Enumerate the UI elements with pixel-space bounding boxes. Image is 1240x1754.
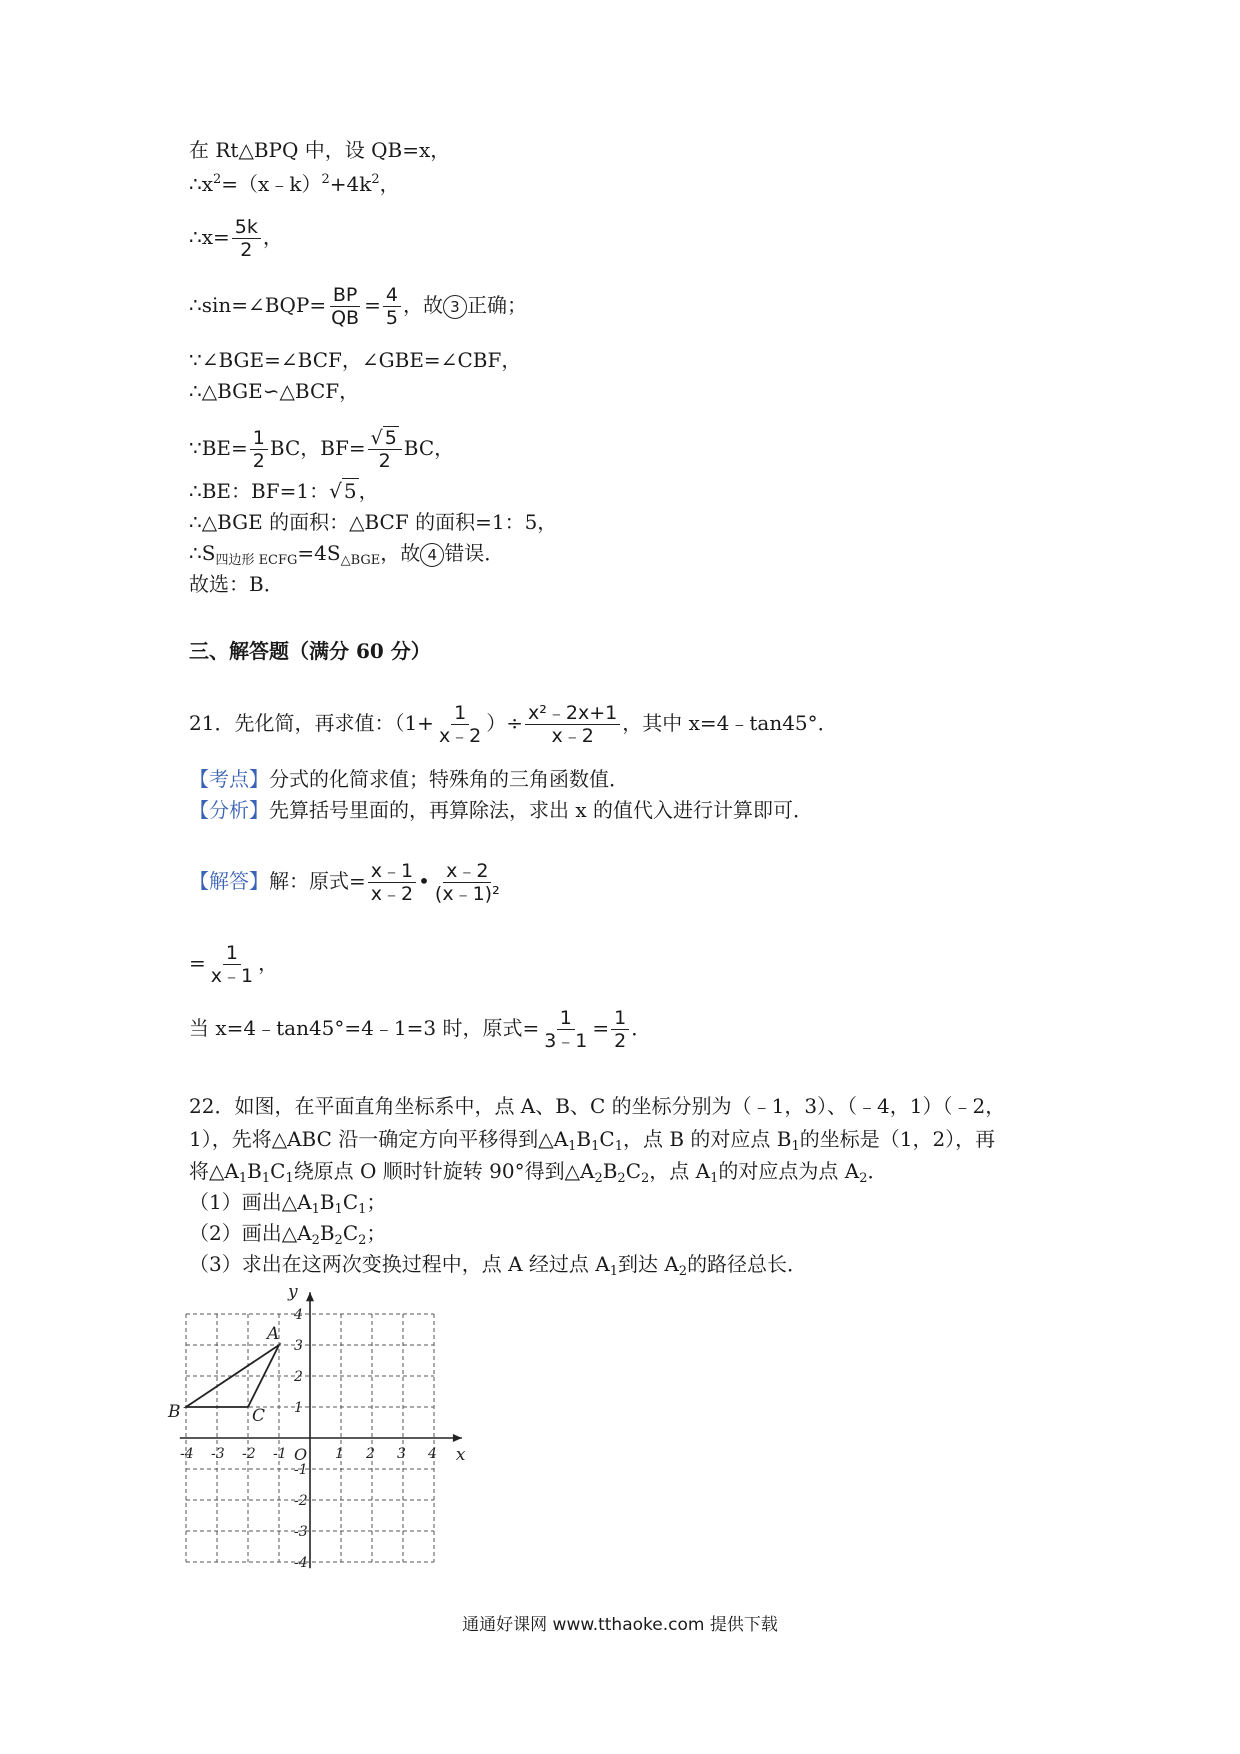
fraction <box>611 1007 629 1052</box>
t: ，故 <box>402 293 443 317</box>
x-tick-label: 4 <box>428 1446 437 1462</box>
t: ，点 B 的对应点 B <box>622 1127 792 1151</box>
t: BC，BF= <box>269 436 366 460</box>
t: 解：原式= <box>269 869 366 893</box>
sqrt-sign: √ <box>329 479 342 503</box>
x-tick-label: 1 <box>335 1446 344 1462</box>
grid-labels <box>167 1282 466 1571</box>
sub: 1 <box>568 1139 577 1154</box>
x-tick-label: -3 <box>211 1446 225 1462</box>
sub: 1 <box>791 1139 800 1154</box>
denominator: 3﹣1 <box>544 1030 588 1052</box>
numerator: 1 <box>250 427 268 450</box>
x-tick-label: -1 <box>273 1446 287 1462</box>
radicand: 5 <box>343 479 357 503</box>
y-axis-label: y <box>288 1281 298 1302</box>
t: B <box>602 1159 618 1183</box>
t: C <box>625 1159 642 1183</box>
sub: 2 <box>859 1171 868 1186</box>
t: ， <box>379 172 400 196</box>
sub: 2 <box>334 1233 343 1248</box>
numerator: 5k <box>232 216 261 239</box>
y-axis-arrow <box>306 1292 314 1301</box>
t: 的坐标是（1，2），再 <box>799 1127 996 1151</box>
sub: 1 <box>591 1139 600 1154</box>
t: B <box>319 1190 335 1214</box>
sub: 2 <box>617 1171 626 1186</box>
fraction <box>436 702 484 747</box>
q21-step2 <box>189 942 278 987</box>
denominator: x﹣2 <box>370 883 414 905</box>
denominator: (x﹣1)² <box>434 883 500 905</box>
t: ， <box>262 225 283 249</box>
tag-label: 【分析】 <box>189 798 269 822</box>
t: ； <box>366 1221 387 1245</box>
t: ∴sin=∠BQP= <box>189 293 327 317</box>
sub: 2 <box>594 1171 603 1186</box>
y-tick-label: -2 <box>294 1493 308 1509</box>
t: 1），先将△ABC 沿一确定方向平移得到△A <box>189 1127 569 1151</box>
sqrt-sign: √ <box>370 427 383 449</box>
t: B <box>247 1159 262 1183</box>
sub: 1 <box>311 1202 320 1217</box>
numerator <box>368 427 402 450</box>
fraction <box>368 427 402 472</box>
numerator: x﹣1 <box>368 860 416 883</box>
sub: 2 <box>311 1233 320 1248</box>
sub: 2 <box>358 1233 367 1248</box>
t: ，其中 x=4﹣tan45°． <box>622 711 838 735</box>
fraction <box>232 216 261 261</box>
sol-line-9: ∴△BGE 的面积：△BCF 的面积=1：5， <box>189 510 558 534</box>
point-label-a: A <box>267 1324 280 1344</box>
x-tick-label: -2 <box>242 1446 256 1462</box>
fraction <box>208 942 256 987</box>
t: C <box>270 1159 286 1183</box>
x-axis-label: x <box>455 1445 466 1465</box>
q22-part-3 <box>189 1251 807 1285</box>
q22-line-1: 22．如图，在平面直角坐标系中，点 A、B、C 的坐标分别为（﹣1，3）、（﹣4，1）（﹣2， <box>189 1094 1006 1118</box>
t: 到达 A <box>617 1252 679 1276</box>
t: 分式的化简求值；特殊角的三角函数值． <box>269 767 629 791</box>
sol-line-3 <box>189 216 283 261</box>
denominator: 2 <box>240 239 253 261</box>
fraction <box>250 427 268 472</box>
t: C <box>342 1221 359 1245</box>
t: （1）画出△A <box>189 1190 312 1214</box>
circled-number: 3 <box>443 295 467 319</box>
sol-line-4 <box>189 284 527 329</box>
t: ∵BE= <box>189 436 248 460</box>
t: ． <box>631 1016 652 1040</box>
t: =（x﹣k） <box>221 172 322 196</box>
denominator: QB <box>331 307 360 329</box>
fraction <box>432 860 503 905</box>
point-label-c: C <box>252 1406 266 1426</box>
fraction <box>328 284 362 329</box>
sup: 2 <box>371 172 380 187</box>
t: ． <box>867 1159 888 1183</box>
sol-line-5: ∵∠BGE=∠BCF，∠GBE=∠CBF， <box>189 348 522 372</box>
point-label-b: B <box>168 1402 181 1422</box>
sub: 四边形 ECFG <box>215 553 298 568</box>
q21-jieda <box>189 860 505 905</box>
numerator: 1 <box>451 702 469 725</box>
numerator: 1 <box>611 1007 629 1030</box>
t: ， <box>358 479 379 503</box>
numerator: x﹣2 <box>443 860 491 883</box>
numerator: 4 <box>383 284 401 307</box>
sub: 1 <box>710 1171 719 1186</box>
x-tick-label: -4 <box>180 1446 194 1462</box>
y-tick-label: 1 <box>294 1400 303 1416</box>
denominator: x﹣2 <box>551 725 594 747</box>
sol-line-11: 故选：B． <box>189 572 284 596</box>
grid-lines <box>180 1292 462 1568</box>
t: ∴S <box>189 541 216 565</box>
radicand: 5 <box>384 427 397 449</box>
t: ∴BE：BF=1： <box>189 479 330 503</box>
x-tick-label: 2 <box>366 1446 375 1462</box>
tag-label: 【解答】 <box>189 869 269 893</box>
y-tick-label: -4 <box>294 1555 308 1571</box>
sol-line-8 <box>189 478 379 504</box>
y-tick-label: 4 <box>294 1307 303 1323</box>
t: B <box>576 1127 592 1151</box>
denominator: 5 <box>385 307 398 329</box>
t: = <box>364 293 381 317</box>
t: 当 x=4﹣tan45°=4﹣1=3 时，原式= <box>189 1016 540 1040</box>
t: 错误． <box>444 541 505 565</box>
t: 的路径总长． <box>687 1252 808 1276</box>
sub: 1 <box>358 1202 367 1217</box>
sol-line-6: ∴△BGE∽△BCF， <box>189 379 360 403</box>
sol-line-10 <box>189 540 504 574</box>
y-tick-label: -3 <box>294 1524 308 1540</box>
t: =4S <box>297 541 341 565</box>
q22-line-2 <box>189 1126 995 1160</box>
tag-label: 【考点】 <box>189 767 269 791</box>
t: 的对应点为点 A <box>718 1159 860 1183</box>
t: （2）画出△A <box>189 1221 312 1245</box>
t: +4k <box>329 172 372 196</box>
q22-line-3 <box>189 1158 887 1192</box>
t: 正确； <box>466 293 527 317</box>
t: • <box>418 869 430 893</box>
sol-line-1: 在 Rt△BPQ 中，设 QB=x， <box>189 138 451 162</box>
q21-step3 <box>189 1007 651 1052</box>
denominator: 2 <box>252 450 265 472</box>
t: B <box>319 1221 335 1245</box>
numerator: 1 <box>557 1007 575 1030</box>
sub: △BGE <box>340 553 381 568</box>
t: ， <box>258 951 279 975</box>
t: BC， <box>403 436 455 460</box>
sub: 1 <box>285 1171 294 1186</box>
denominator: 2 <box>378 450 391 472</box>
t: 将△A <box>189 1159 239 1183</box>
t: ； <box>366 1190 387 1214</box>
denominator: 2 <box>614 1030 627 1052</box>
q22-part-2 <box>189 1220 386 1254</box>
q21-statement <box>189 702 838 747</box>
x-tick-label: 3 <box>397 1446 406 1462</box>
t: = <box>592 1016 610 1040</box>
sub: 2 <box>641 1171 650 1186</box>
sup: 2 <box>321 172 330 187</box>
sub: 1 <box>238 1171 248 1186</box>
denominator: x﹣2 <box>438 725 482 747</box>
sol-line-2 <box>189 167 400 197</box>
sup: 2 <box>213 172 222 187</box>
t: 绕原点 O 顺时针旋转 90°得到△A <box>293 1159 595 1183</box>
footer-text: 通通好课网 www.tthaoke.com 提供下载 <box>462 1615 778 1635</box>
t: ，点 A <box>649 1159 711 1183</box>
t: ，故 <box>380 541 421 565</box>
t: ）÷ <box>486 711 524 735</box>
q21-kaodian <box>189 766 629 792</box>
denominator: x﹣1 <box>210 965 254 987</box>
sub: 1 <box>614 1139 623 1154</box>
t: 21．先化简，再求值：（1+ <box>189 711 434 735</box>
t: C <box>599 1127 615 1151</box>
sub: 1 <box>609 1264 618 1279</box>
q21-fenxi <box>189 797 813 823</box>
t: ∴x <box>189 172 214 196</box>
numerator: BP <box>330 284 361 307</box>
sub: 2 <box>678 1264 688 1279</box>
sol-line-7 <box>189 427 454 472</box>
fraction <box>541 1007 590 1052</box>
numerator: x²﹣2x+1 <box>525 702 620 725</box>
fraction <box>525 702 620 747</box>
t: （3）求出在这两次变换过程中，点 A 经过点 A <box>189 1252 610 1276</box>
t: = <box>189 951 206 975</box>
x-axis-arrow <box>453 1434 462 1442</box>
t: ∴x= <box>189 225 230 249</box>
t: C <box>342 1190 359 1214</box>
fraction <box>383 284 401 329</box>
section-title: 三、解答题（满分 60 分） <box>189 639 431 663</box>
y-tick-label: 2 <box>294 1369 303 1385</box>
t: 先算括号里面的，再算除法，求出 x 的值代入进行计算即可． <box>269 798 813 822</box>
circled-number: 4 <box>420 543 444 567</box>
fraction <box>368 860 416 905</box>
numerator: 1 <box>223 942 241 965</box>
y-tick-label: 3 <box>294 1338 303 1354</box>
coordinate-grid-figure <box>168 1281 490 1590</box>
q22-part-1 <box>189 1189 386 1223</box>
sub: 1 <box>261 1171 271 1186</box>
sub: 1 <box>334 1202 343 1217</box>
y-tick-label: -1 <box>294 1462 308 1478</box>
origin-label: O <box>294 1445 308 1464</box>
